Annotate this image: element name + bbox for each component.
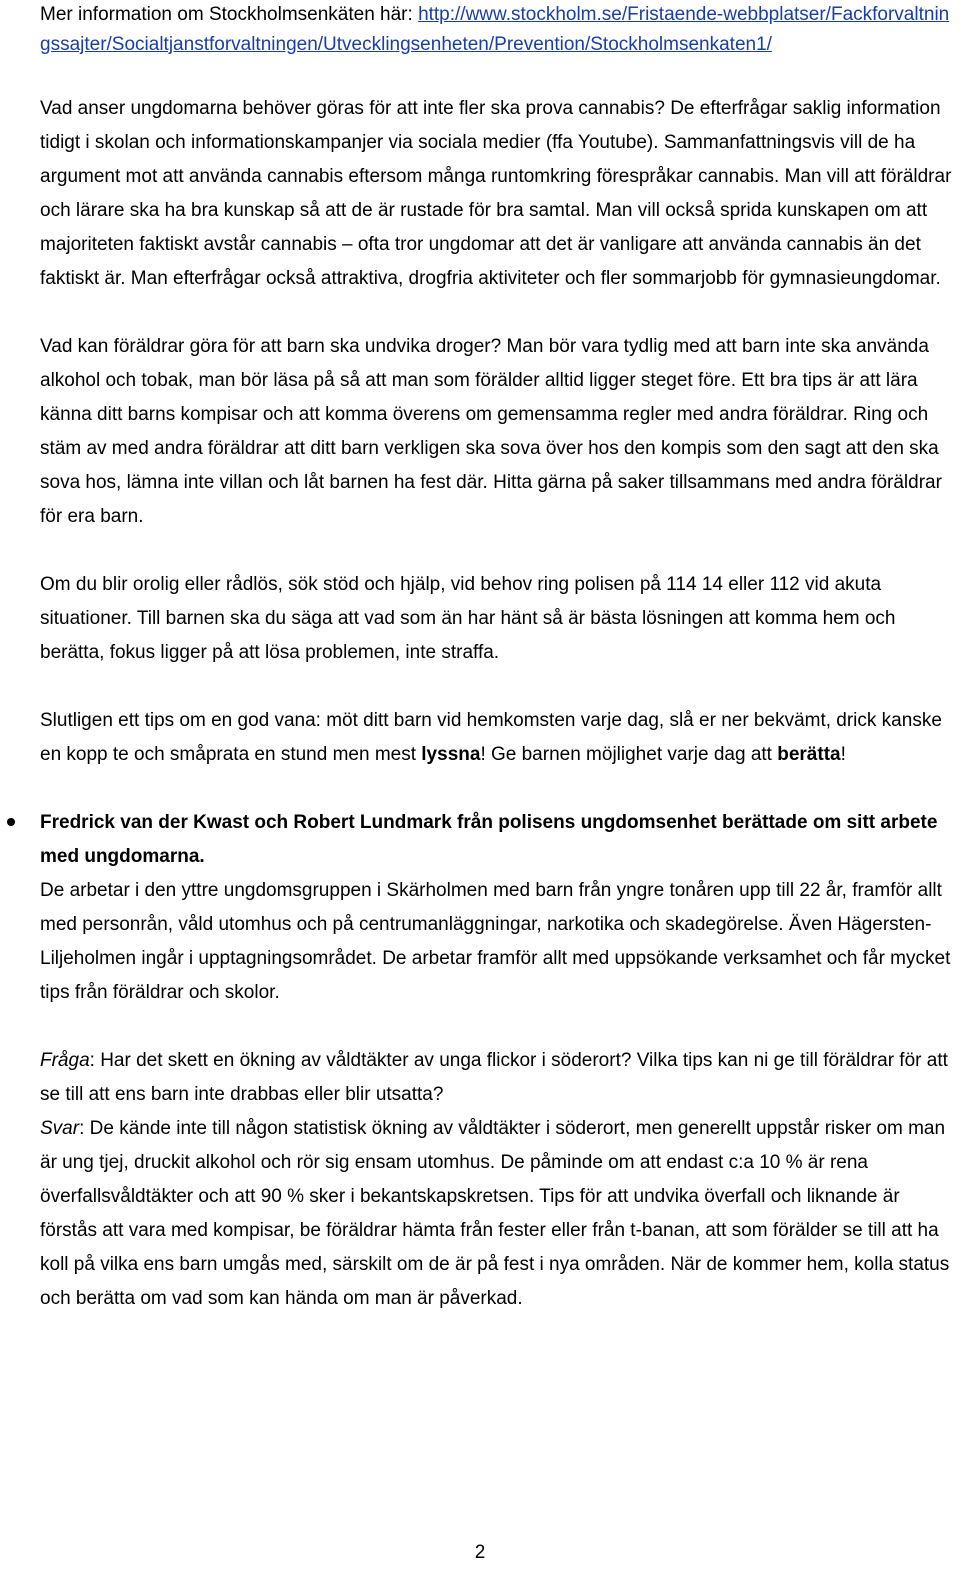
worried-paragraph: Om du blir orolig eller rådlös, sök stöd och hjälp, vid behov ring polisen på 114 14 eller 112 vid akuta situationer. Till barnen ska du säga att vad som än har hänt så är bästa lösningen att komma hem och berätta, fokus ligger på att lösa problemen, inte straffa.: [40, 574, 896, 663]
spacer: [40, 1010, 952, 1044]
police-bullet-item: [40, 806, 952, 1010]
cannabis-paragraph: Vad anser ungdomarna behöver göras för att inte fler ska prova cannabis? De efterfrågar saklig information tidigt i skolan och informationskampanjer via sociala medier (ffa Youtube). Sammanfattningsvis vill de ha argument mot att använda cannabis eftersom många runtomkring förespråkar cannabis. Man vill att föräldrar och lärare ska ha bra kunskap så att de är rustade för bra samtal. Man vill också sprida kunskapen om att majoriteten faktiskt avstår cannabis – ofta tror ungdomar att det är vanligare att använda cannabis än det faktiskt är. Man efterfrågar också attraktiva, drogfria aktiviteter och fler sommarjobb för gymnasieungdomar.: [40, 98, 952, 289]
spacer: [40, 772, 952, 806]
tip-text-2: ! Ge barnen möjlighet varje dag att: [480, 744, 778, 765]
answer-text: : De kände inte till någon statistisk ökning av våldtäkter i söderort, men generellt uppstår risker om man är ung tjej, druckit alkohol och rör sig ensam utomhus. De påminde om att endast c:a 10 % är rena överfallsvåldtäkter och att 90 % sker i bekantskapskretsen. Tips för att undvika överfall och liknande är förstås att vara med kompisar, be föräldrar hämta från fester eller från t-banan, att som förälder se till att ha koll på vilka ens barn umgås med, särskilt om de är på fest i nya områden. När de kommer hem, kolla status och berätta om vad som kan hända om man är påverkad.: [40, 1118, 950, 1309]
bullet-dot-icon: [7, 818, 15, 826]
tip-text-1: Slutligen ett tips om en god vana: möt ditt barn vid hemkomsten varje dag, slå er ner bekvämt, drick kanske en kopp te och småprata en stund men mest: [40, 710, 942, 765]
page-number: 2: [474, 1542, 486, 1563]
spacer: [40, 60, 952, 92]
tip-text-3: !: [840, 744, 846, 765]
police-body: De arbetar i den yttre ungdomsgruppen i Skärholmen med barn från yngre tonåren upp till 22 år, framför allt med personrån, våld utomhus och på centrumanläggningar, narkotika och skadegörelse. Även Hägersten-Liljeholmen ingår i upptagningsområdet. De arbetar framför allt med uppsökande verksamhet och får mycket tips från föräldrar och skolor.: [40, 880, 951, 1003]
tip-bold-listen: lyssna: [421, 744, 481, 765]
answer-paragraph: [40, 1112, 952, 1316]
question-paragraph: [40, 1044, 952, 1112]
intro-paragraph: [40, 0, 952, 60]
answer-label: Svar: [40, 1118, 80, 1139]
intro-text: Mer information om Stockholmsenkäten här:: [40, 4, 419, 25]
stockholmsenkaten-link[interactable]: http://www.stockholm.se/Fristaende-webbplatser/Fackforvaltningssajter/Socialtjanstforvaltningen/Utvecklingsenheten/Prevention/Stockholmsenkaten1/: [40, 4, 950, 55]
spacer: [40, 670, 952, 704]
spacer: [40, 534, 952, 568]
spacer: [40, 296, 952, 330]
question-text: : Har det skett en ökning av våldtäkter av unga flickor i söderort? Vilka tips kan ni ge till föräldrar för att se till att ens barn inte drabbas eller blir utsatta?: [40, 1050, 948, 1105]
tip-bold-tell: berätta: [777, 744, 841, 765]
parents-paragraph: Vad kan föräldrar göra för att barn ska undvika droger? Man bör vara tydlig med att barn inte ska använda alkohol och tobak, man bör läsa på så att man som förälder alltid ligger steget före. Ett bra tips är att lära känna ditt barns kompisar och att komma överens om gemensamma regler med andra föräldrar. Ring och stäm av med andra föräldrar att ditt barn verkligen ska sova över hos den kompis som den sagt att den ska sova hos, lämna inte villan och låt barnen ha fest där. Hitta gärna på saker tillsammans med andra föräldrar för era barn.: [40, 336, 942, 527]
tip-paragraph: [40, 704, 952, 772]
police-heading: Fredrick van der Kwast och Robert Lundmark från polisens ungdomsenhet berättade om sitt arbete med ungdomarna.: [40, 812, 938, 867]
document-page: [40, 0, 952, 1316]
question-label: Fråga: [40, 1050, 90, 1071]
